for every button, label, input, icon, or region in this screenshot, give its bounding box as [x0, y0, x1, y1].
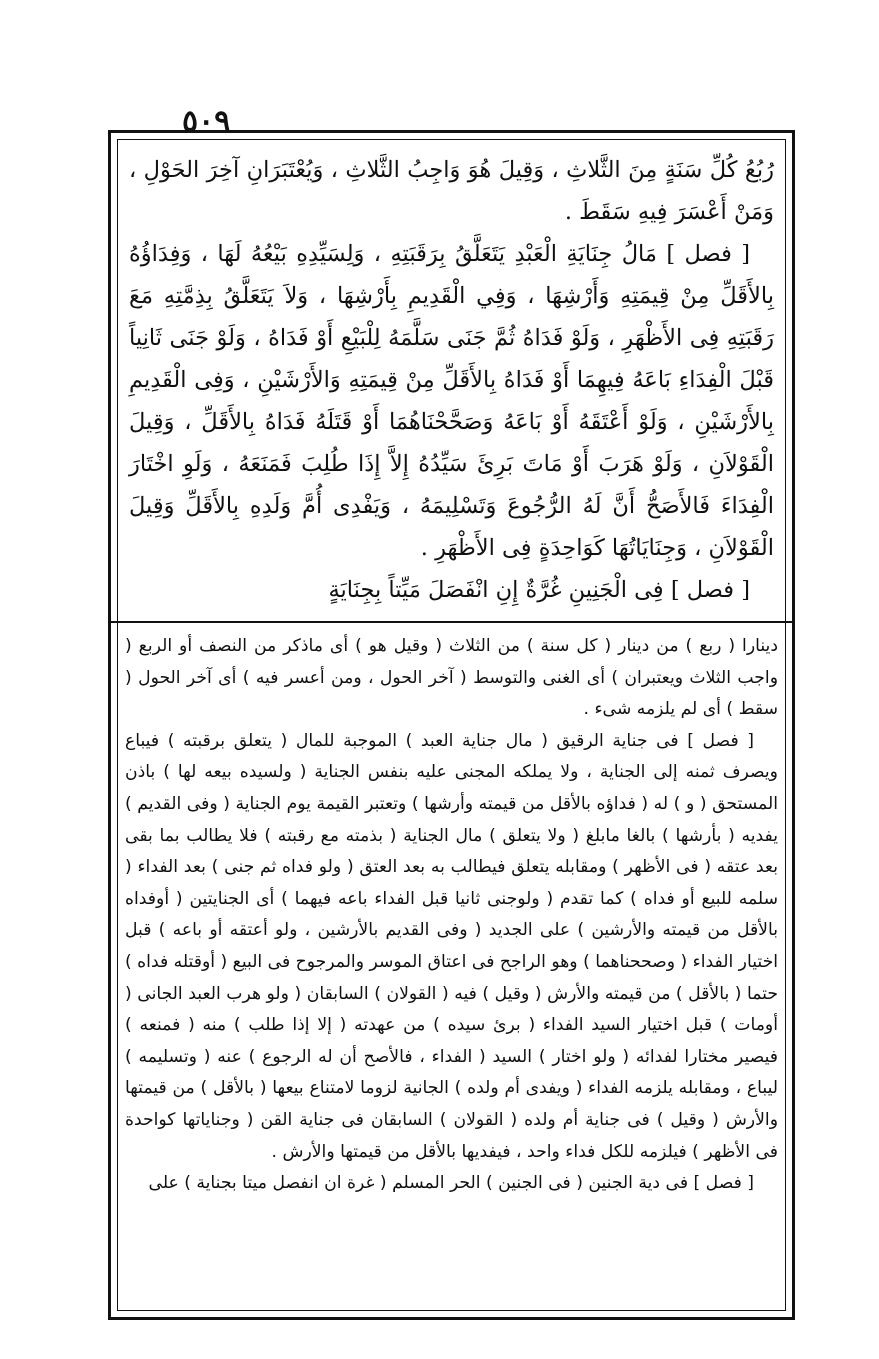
matn-paragraph: [ فصل ] مَالُ جِنَايَةِ الْعَبْدِ يَتَعَلَّقُ بِرَقَبَتِهِ ، وَلِسَيِّدِهِ بَيْعُهُ لَهَا ، وَفِدَاؤُهُ بِالأَقَلِّ مِنْ قِيمَتِهِ وَأَرْشِهَا ، وَفِي الْقَدِيمِ بِأَرْشِهَا ، وَلاَ يَتَعَلَّقُ بِذِمَّتِهِ مَعَ رَقَبَتِهِ فِى الأَظْهَرِ ، وَلَوْ فَدَاهُ ثُمَّ جَنَى سَلَّمَهُ لِلْبَيْعِ أَوْ فَدَاهُ ، وَلَوْ جَنَى ثَانِياً قَبْلَ الْفِدَاءِ بَاعَهُ فِيهِمَا أَوْ فَدَاهُ بِالأَقَلِّ مِنْ قِيمَتِهِ وَالأَرْشَيْنِ ، وَفِى الْقَدِيمِ بِالأَرْشَيْنِ ، وَلَوْ أَعْتَقَهُ أَوْ بَاعَهُ وَصَحَّحْنَاهُمَا أَوْ قَتَلَهُ فَدَاهُ بِالأَقَلِّ ، وَقِيلَ الْقَوْلاَنِ ، وَلَوْ هَرَبَ أَوْ مَاتَ بَرِئَ سَيِّدُهُ إِلاَّ إِذَا طُلِبَ فَمَنَعَهُ ، وَلَوِ اخْتَارَ الْفِدَاءَ فَالأَصَحُّ أَنَّ لَهُ الرُّجُوعَ وَتَسْلِيمَهُ ، وَيَفْدِى أُمَّ وَلَدِهِ بِالأَقَلِّ وَقِيلَ الْقَوْلاَنِ ، وَجِنَايَاتُهَا كَوَاحِدَةٍ فِى الأَظْهَرِ .: [129, 241, 774, 561]
sharh-section: [125, 631, 778, 1309]
text-frame: [108, 130, 795, 1320]
matn-section: [129, 149, 774, 611]
matn-paragraph: [ فصل ] فِى الْجَنِينِ غُرَّةٌ إِنِ انْفَصَلَ مَيِّتاً بِجِنَايَةٍ: [328, 577, 750, 603]
matn-paragraph: رُبُعُ كُلِّ سَنَةٍ مِنَ الثَّلاثِ ، وَقِيلَ هُوَ وَاجِبُ الثَّلاثِ ، وَيُعْتَبَرَانِ آخِرَ الحَوْلِ ، وَمَنْ أَعْسَرَ فِيهِ سَقَطَ .: [129, 157, 774, 225]
sharh-paragraph: [ فصل ] فى جناية الرقيق ( مال جناية العبد ) الموجبة للمال ( يتعلق برقبته ) فيباع ويصرف ثمنه إلى الجناية ، ولا يملكه المجنى عليه بنفس الجناية ( ولسيده بيعه لها ) باذن المستحق ( و ) له ( فداؤه بالأقل من قيمته وأرشها ) وتعتبر القيمة يوم الجناية ( وفى القديم ) يفديه ( بأرشها ) بالغا مابلغ ( ولا يتعلق ) مال الجناية ( بذمته مع رقبته ) فلا يطالب بما بقى بعد عتقه ( فى الأظهر ) ومقابله يتعلق فيطالب به بعد العتق ( ولو فداه ثم جنى ) بعد الفداء ( سلمه للبيع أو فداه ) كما تقدم ( ولوجنى ثانيا قبل الفداء باعه فيهما ) أى الجنايتين ( أوفداه بالأقل من قيمته والأرشين ) على الجديد ( وفى القديم بالأرشين ، ولو أعتقه أو باعه ) قبل اختيار الفداء ( وصححناهما ) وهو الراجح فى اعتاق الموسر والمرجوح فى البيع ( أوقتله فداه ) حتما ( بالأقل ) من قيمته والأرش ( وقيل ) فيه ( القولان ) السابقان ( ولو هرب العبد الجانى ( أومات ) قبل اختيار السيد الفداء ( برئ سيده ) من عهدته ( إلا إذا طلب ) منه ( فمنعه ) فيصير مختارا لفدائه ( ولو اختار ) السيد ( الفداء ، فالأصح أن له الرجوع ) عنه ( وتسليمه ) ليباع ، ومقابله يلزمه الفداء ( ويفدى أم ولده ) الجانية لزوما لامتناع بيعها ( بالأقل ) من قيمتها والأرش ( وقيل ) فى جناية أم ولده ( القولان ) السابقان فى جناية القن ( وجناياتها كواحدة فى الأظهر ) فيلزمه للكل فداء واحد ، فيفديها بالأقل من قيمتها والأرش .: [125, 730, 778, 1162]
page-number: ٥٠٩: [182, 104, 231, 139]
section-divider: [111, 621, 792, 623]
sharh-paragraph: [ فصل ] فى دية الجنين ( فى الجنين ) الحر المسلم ( غرة ان انفصل ميتا بجناية ) على: [148, 1173, 754, 1194]
sharh-paragraph: دينارا ( ربع ) من دينار ( كل سنة ) من الثلاث ( وقيل هو ) أى ماذكر من النصف أو الربع ( واجب الثلاث ويعتبران ) أى الغنى والتوسط ( آخر الحول ، ومن أعسر فيه ) أى آخر الحول ( سقط ) أى لم يلزمه شىء .: [125, 636, 778, 720]
